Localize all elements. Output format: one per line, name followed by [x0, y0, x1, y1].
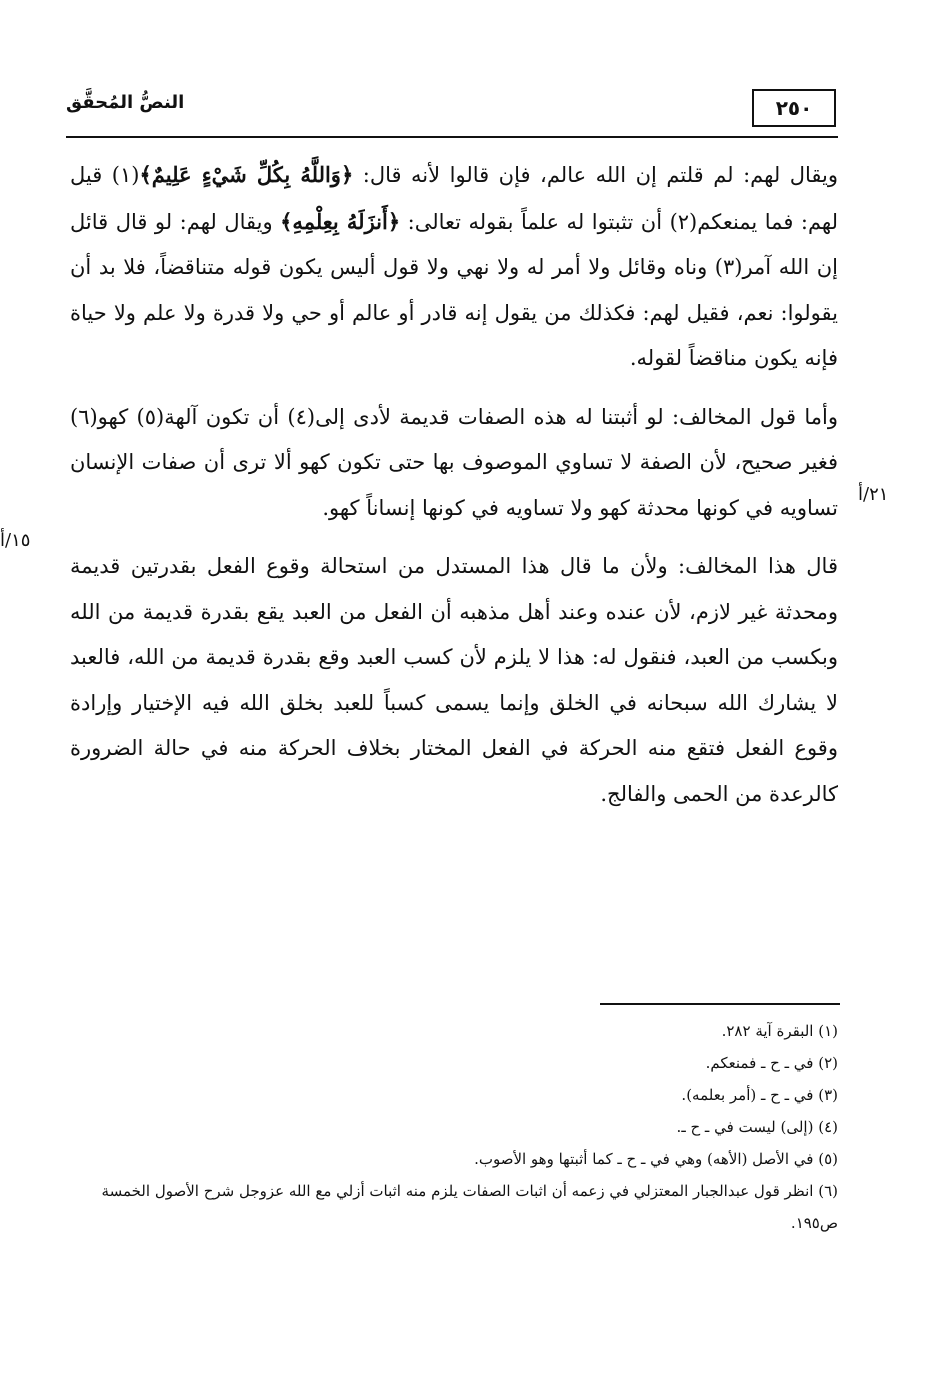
footnote-5: (٥) في الأصل (الأهه) وهي في ـ ح ـ كما أثبتها وهو الأصوب.: [474, 1150, 838, 1168]
running-header-title: النصُّ المُحقَّق: [66, 92, 185, 113]
footnote-2: (٢) في ـ ح ـ فمنعكم.: [705, 1054, 838, 1072]
paragraph-1-part-b: (١) قيل لهم: فما يمنعكم(٢) أن تثبتوا له علماً بقوله تعالى:: [70, 163, 839, 234]
quran-quote-2: ﴿أَنزَلَهُ بِعِلْمِهِ﴾: [280, 208, 401, 234]
footnote-1: (١) البقرة آية ٢٨٢.: [721, 1022, 838, 1040]
paragraph-1-part-c: ويقال لهم: لو قال قائل إن الله آمر(٣) وناه وقائل ولا أمر له ولا نهي ولا قول أليس يكون قوله متناقضاً، فلا بد أن يقولوا: نعم، فقيل لهم: فكذلك من يقول إنه قادر أو عالم أو حي ولا قدرة ولا علم ولا حياة فإنه يكون مناقضاً لقوله.: [70, 209, 838, 370]
paragraph-1: [70, 152, 838, 382]
main-text: [70, 152, 838, 817]
quran-quote-1: ﴿وَاللَّهُ بِكُلِّ شَيْءٍ عَلِيمٌ﴾: [139, 162, 354, 187]
page-number-box: [752, 89, 836, 127]
margin-note-left: ١٥/أ: [0, 530, 31, 551]
header-rule: [66, 136, 838, 138]
margin-note-right: ٢١/أ: [858, 484, 889, 505]
footnote-4: (٤) (إلى) ليست في ـ ح ـ.: [676, 1118, 838, 1136]
footnote-3: (٣) في ـ ح ـ (أمر بعلمه).: [681, 1086, 838, 1104]
footnote-6: (٦) انظر قول عبدالجبار المعتزلي في زعمه أن اثبات الصفات يلزم منه اثبات أزلي مع الله عزوجل شرح الأصول الخمسة ص١٩٥.: [101, 1182, 838, 1232]
footnote-separator: [600, 1003, 840, 1005]
paragraph-2: وأما قول المخالف: لو أثبتنا له هذه الصفات قديمة لأدى إلى(٤) أن تكون آلهة(٥) كهو(٦) فغير صحيح، لأن الصفة لا تساوي الموصوف بها حتى تكون كهو ألا ترى أن صفات الإنسان تساويه في كونها محدثة كهو ولا تساويه في كونها إنساناً كهو.: [70, 404, 838, 520]
footnotes: [70, 1015, 838, 1239]
paragraph-1-part-a: ويقال لهم: لم قلتم إن الله عالم، فإن قالوا لأنه قال:: [353, 163, 838, 187]
paragraph-3: قال هذا المخالف: ولأن ما قال هذا المستدل من استحالة وقوع الفعل بقدرتين قديمة ومحدثة غير لازم، لأن عنده وعند أهل مذهبه أن الفعل من العبد يقع بقدرة قديمة من الله وبكسب من العبد، فنقول له: هذا لا يلزم لأن كسب العبد وقع بقدرة قديمة من الله، فالعبد لا يشارك الله سبحانه في الخلق وإنما يسمى كسباً للعبد بخلق الله فيه الإختيار وإرادة وقوع الفعل فتقع منه الحركة في الفعل المختار بخلاف الحركة منه في حالة الضرورة كالرعدة من الحمى والفالج.: [70, 554, 838, 806]
page-number: ٢٥٠: [775, 96, 813, 120]
